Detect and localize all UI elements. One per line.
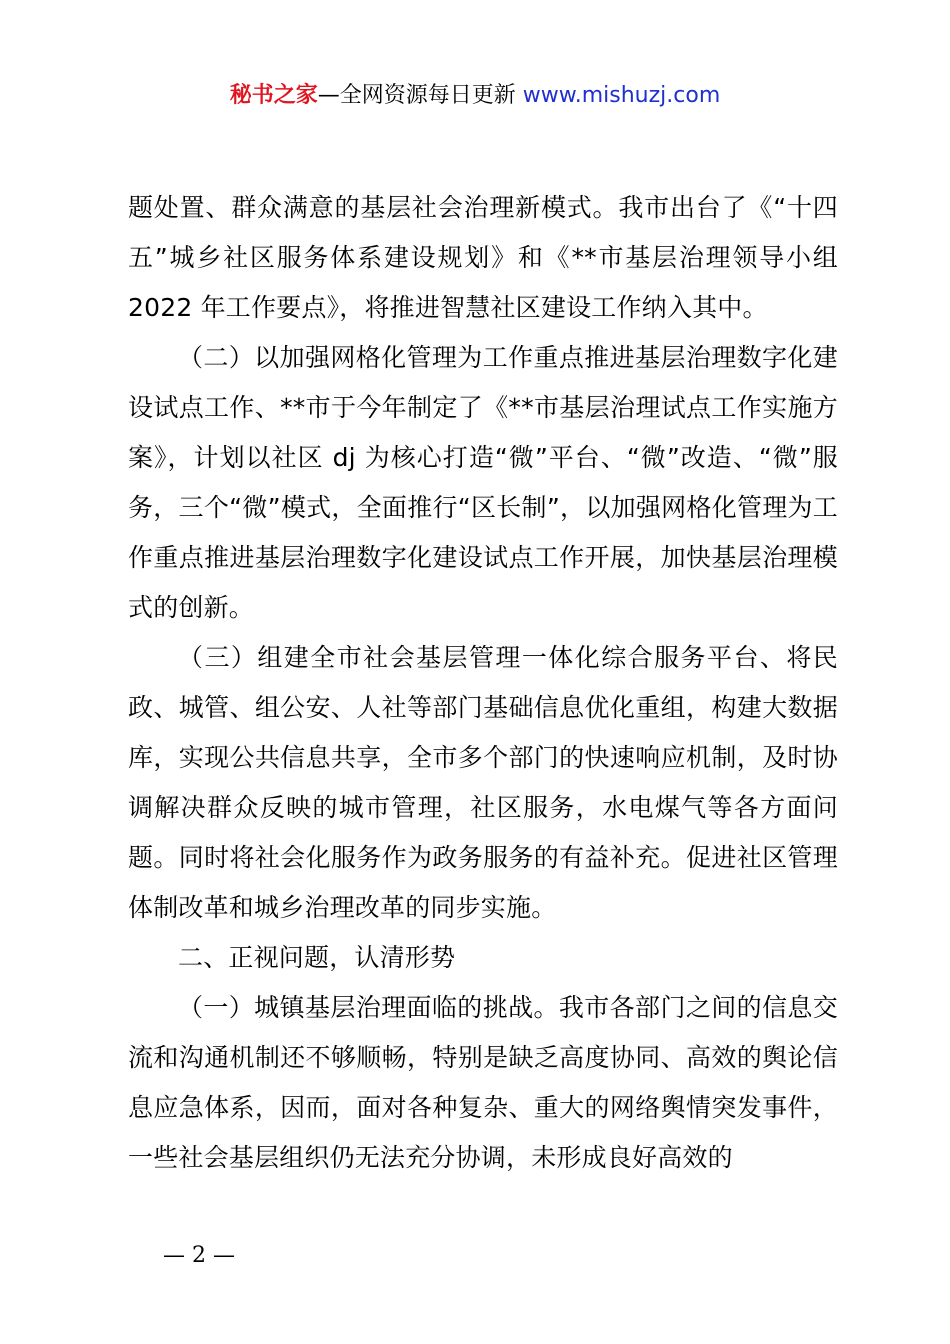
- paragraph-challenge-1: （一）城镇基层治理面临的挑战。我市各部门之间的信息交流和沟通机制还不够顺畅，特别是缺乏高度协同、高效的舆论信息应急体系，因而，面对各种复杂、重大的网络舆情突发事件，一些社会基层组织仍无法充分协调，未形成良好高效的: [128, 993, 838, 1172]
- site-header: [0, 80, 950, 112]
- site-brand: 秘书之家: [229, 83, 318, 108]
- page-number: — 2 —: [163, 1243, 235, 1268]
- paragraph-section-3: （三）组建全市社会基层管理一体化综合服务平台、将民政、城管、组公安、人社等部门基础信息优化重组，构建大数据库，实现公共信息共享，全市多个部门的快速响应机制，及时协调解决群众反映的城市管理，社区服务，水电煤气等各方面问题。同时将社会化服务作为政务服务的有益补充。促进社区管理体制改革和城乡治理改革的同步实施。: [128, 643, 838, 922]
- paragraph-continued: 题处置、群众满意的基层社会治理新模式。我市出台了《“十四五”城乡社区服务体系建设规划》和《**市基层治理领导小组 2022 年工作要点》，将推进智慧社区建设工作纳入其中。: [128, 193, 838, 322]
- paragraph-section-2: （二）以加强网格化管理为工作重点推进基层治理数字化建设试点工作、**市于今年制定了《**市基层治理试点工作实施方案》，计划以社区 dj 为核心打造“微”平台、“微”改造、“微”服务，三个“微”模式，全面推行“区长制”，以加强网格化管理为工作重点推进基层治理数字化建设试点工作开展，加快基层治理模式的创新。: [128, 343, 838, 622]
- section-heading: 二、正视问题，认清形势: [178, 943, 456, 972]
- document-body: [128, 183, 838, 1183]
- site-tagline: —全网资源每日更新: [317, 83, 516, 108]
- site-url-link[interactable]: www.mishuzj.com: [522, 83, 721, 108]
